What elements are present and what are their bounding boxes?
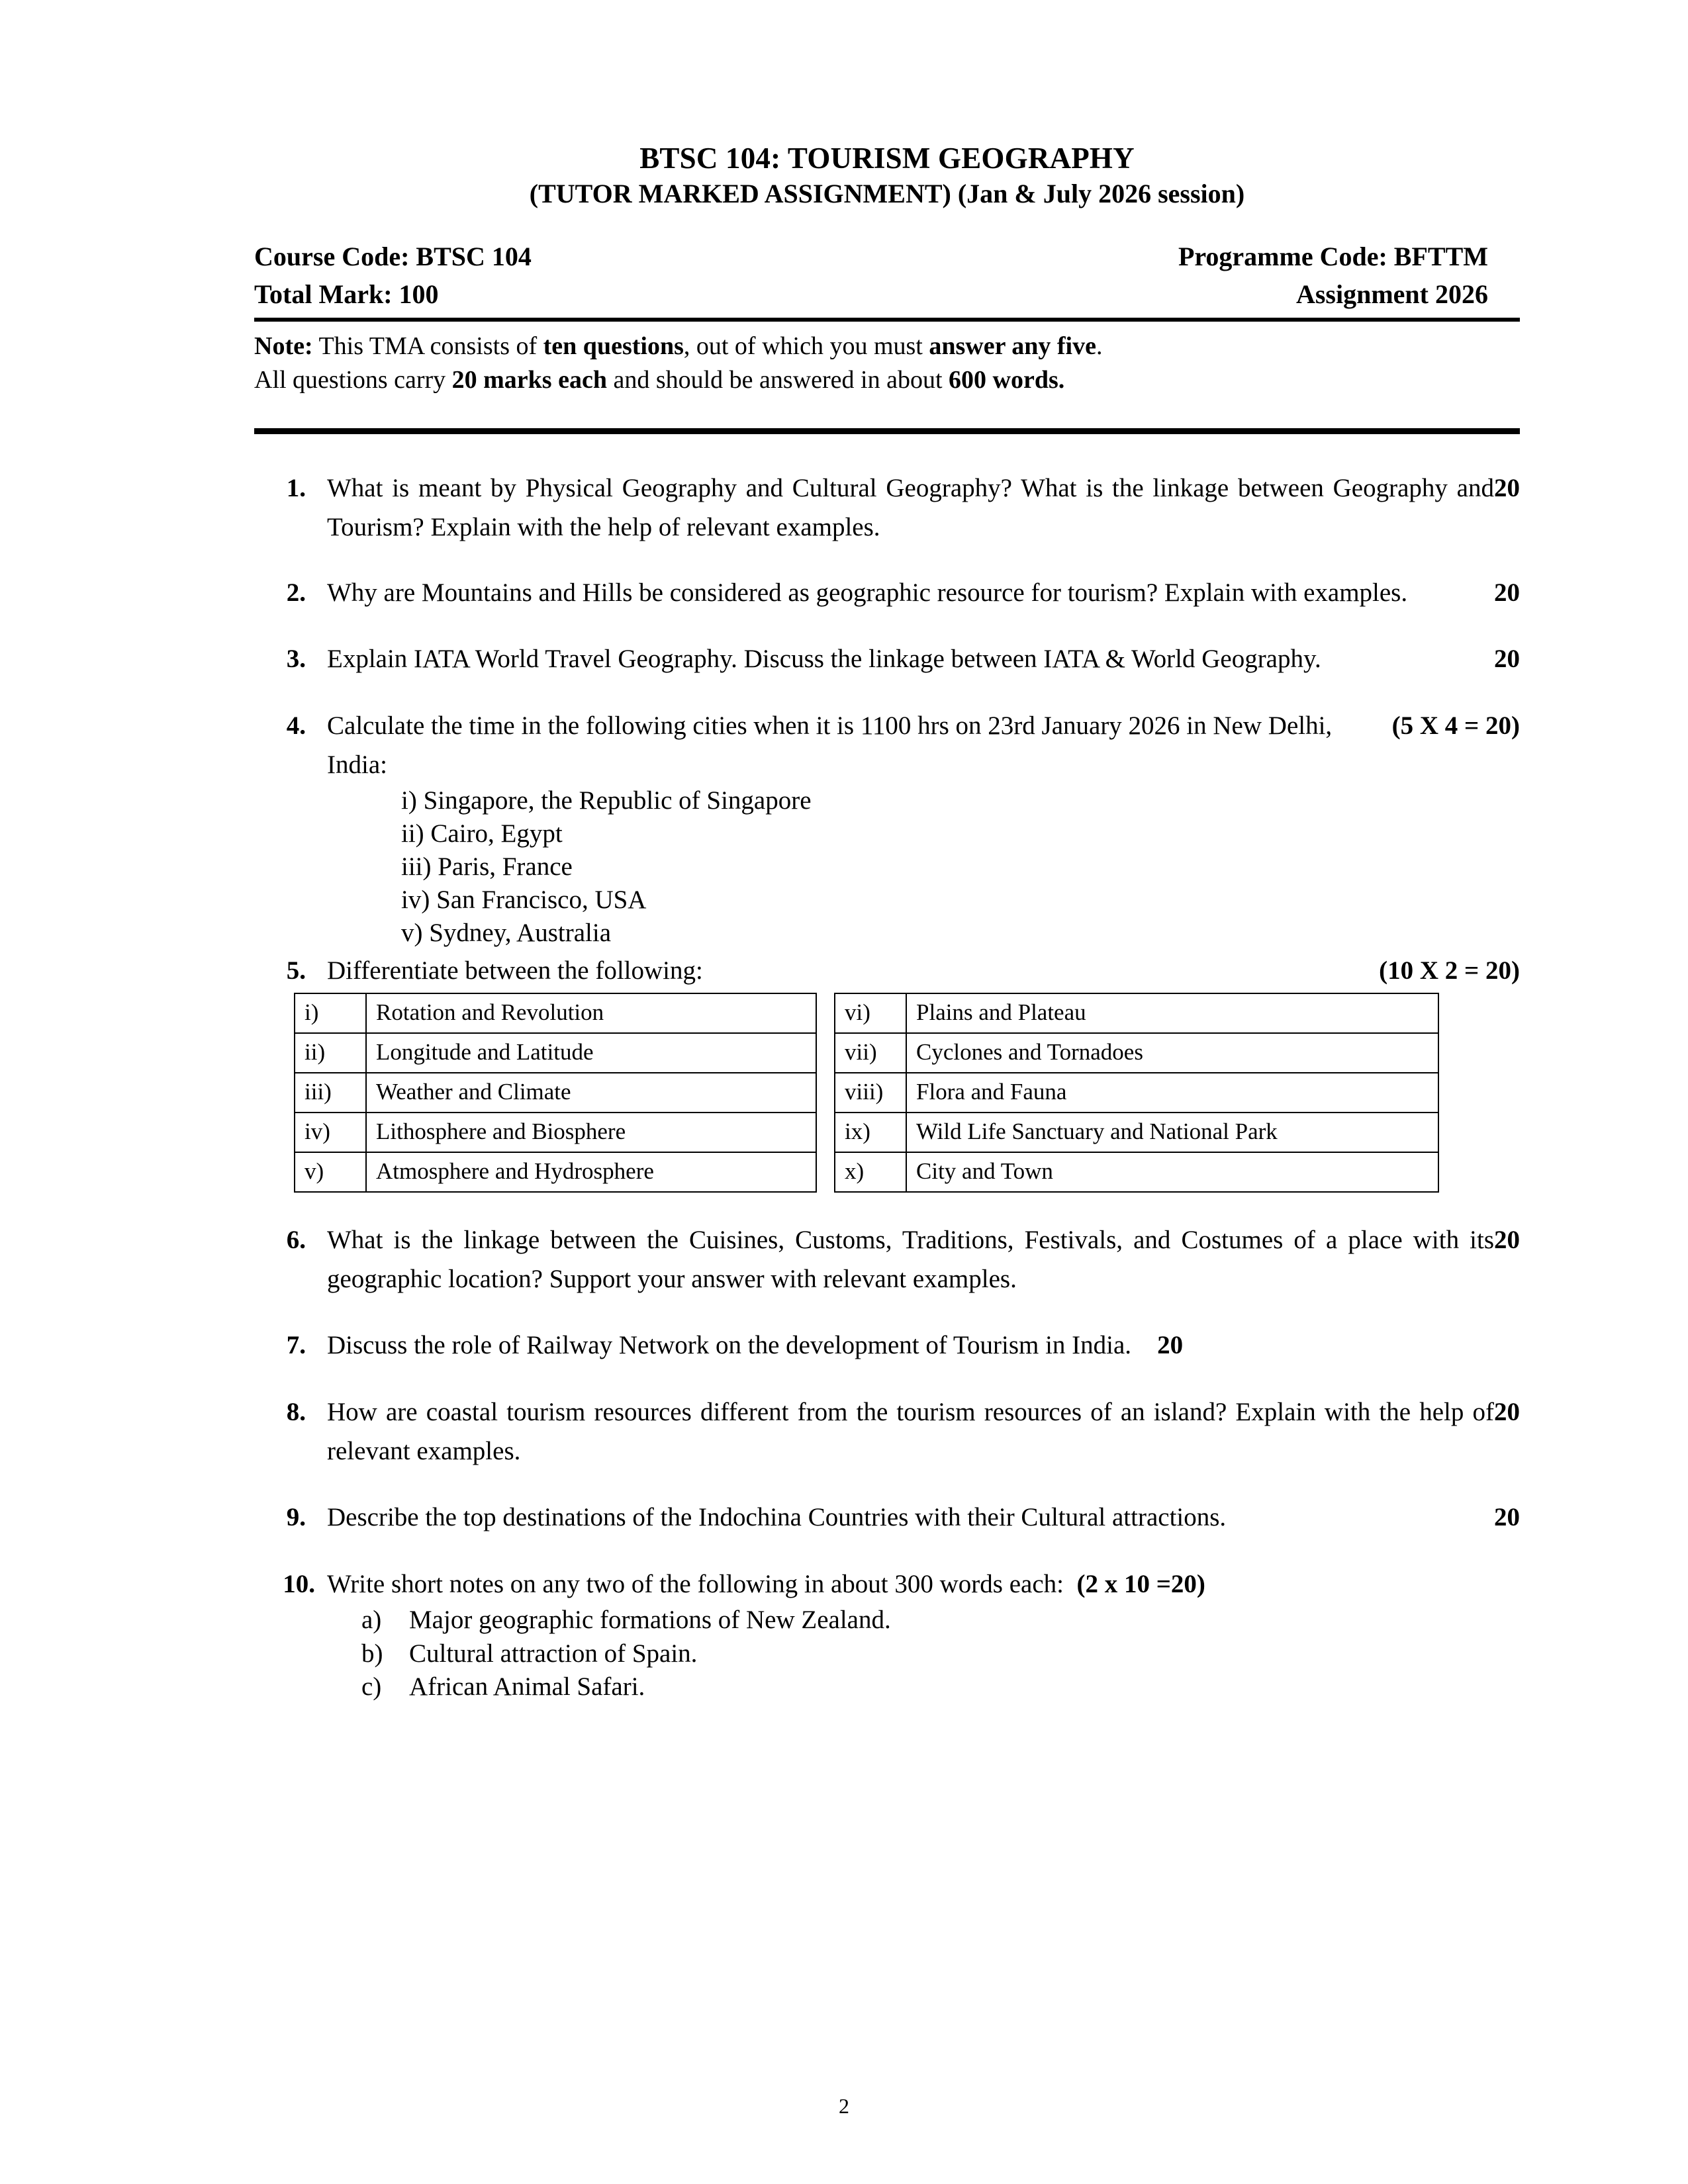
question-marks: 20 bbox=[1157, 1330, 1184, 1359]
list-item bbox=[361, 1637, 1520, 1671]
differentiate-table-right bbox=[834, 993, 1439, 1193]
note-line1-part1: This TMA consists of bbox=[312, 332, 543, 360]
row-pair: Cyclones and Tornadoes bbox=[906, 1033, 1438, 1073]
question-item bbox=[270, 706, 1520, 950]
row-number: x) bbox=[835, 1152, 906, 1192]
note-line1-bold1: ten questions bbox=[543, 332, 684, 360]
row-number: vii) bbox=[835, 1033, 906, 1073]
assignment-label: Assignment 2026 bbox=[1295, 279, 1488, 310]
question-number: 4. bbox=[286, 711, 306, 740]
row-pair: Wild Life Sanctuary and National Park bbox=[906, 1113, 1438, 1152]
note-line1-bold2: answer any five bbox=[929, 332, 1096, 360]
row-number: i) bbox=[295, 993, 366, 1033]
question-text: Explain IATA World Travel Geography. Discuss the linkage between IATA & World Geography. bbox=[327, 644, 1321, 673]
list-item bbox=[361, 1670, 1520, 1704]
meta-row-codes bbox=[254, 241, 1520, 273]
header-divider-bottom bbox=[254, 428, 1520, 434]
list-item bbox=[361, 1604, 1520, 1637]
question-text: Calculate the time in the following cities when it is 1100 hrs on 23rd January 2026 in New Delhi, India: bbox=[327, 711, 1333, 780]
row-number: v) bbox=[295, 1152, 366, 1192]
row-pair: Longitude and Latitude bbox=[366, 1033, 816, 1073]
question-marks: 20 bbox=[1494, 644, 1520, 673]
list-item: iv) San Francisco, USA bbox=[401, 886, 647, 915]
question-marks: 20 bbox=[1494, 1502, 1520, 1531]
question-item bbox=[270, 573, 1520, 612]
list-item-label: b) bbox=[361, 1639, 383, 1668]
question-body bbox=[327, 1565, 1520, 1704]
note-line1-part2: , out of which you must bbox=[683, 332, 929, 360]
table-row bbox=[295, 1033, 816, 1073]
question-marks: 20 bbox=[1494, 578, 1520, 608]
table-row bbox=[835, 1113, 1438, 1152]
question-marks: (10 X 2 = 20) bbox=[1379, 956, 1520, 985]
note-line-2 bbox=[254, 363, 1520, 397]
list-item-label: a) bbox=[361, 1606, 382, 1635]
list-item: ii) Cairo, Egypt bbox=[401, 819, 563, 848]
questions-list bbox=[254, 469, 1520, 1704]
table-row bbox=[295, 1073, 816, 1113]
question-marks: 20 bbox=[1494, 1226, 1520, 1255]
question-number: 7. bbox=[286, 1330, 306, 1359]
note-block bbox=[254, 330, 1520, 397]
question-number: 9. bbox=[286, 1502, 306, 1531]
question-text: What is meant by Physical Geography and Cultural Geography? What is the linkage between Geography and Tourism? Explain with the help of relevant examples. bbox=[327, 473, 1494, 542]
total-mark-label: Total Mark: 100 bbox=[254, 279, 439, 310]
table-row bbox=[835, 1033, 1438, 1073]
question-item bbox=[270, 1392, 1520, 1471]
question-text: Describe the top destinations of the Indochina Countries with their Cultural attractions. bbox=[327, 1502, 1227, 1531]
header-divider-top bbox=[254, 318, 1520, 322]
question-number: 10. bbox=[283, 1569, 315, 1598]
note-line2-bold2: 600 words. bbox=[949, 365, 1065, 394]
question-10-options bbox=[327, 1604, 1520, 1704]
question-marks: (5 X 4 = 20) bbox=[1391, 711, 1520, 740]
question-body bbox=[327, 706, 1520, 950]
question-body bbox=[327, 951, 1520, 990]
row-pair: Rotation and Revolution bbox=[366, 993, 816, 1033]
question-text: Differentiate between the following: bbox=[327, 956, 703, 985]
question-number: 2. bbox=[286, 578, 306, 608]
question-text bbox=[327, 1326, 1520, 1365]
meta-row-marks bbox=[254, 279, 1520, 311]
note-line1-part3: . bbox=[1096, 332, 1103, 360]
question-body bbox=[327, 1498, 1520, 1537]
row-pair: Atmosphere and Hydrosphere bbox=[366, 1152, 816, 1192]
row-pair: Plains and Plateau bbox=[906, 993, 1438, 1033]
question-body bbox=[327, 1392, 1520, 1471]
row-number: ix) bbox=[835, 1113, 906, 1152]
list-item-text: Major geographic formations of New Zealand. bbox=[409, 1606, 891, 1635]
list-item-text: African Animal Safari. bbox=[409, 1672, 645, 1702]
question-text: What is the linkage between the Cuisines, Customs, Traditions, Festivals, and Costumes of a place with its geographic location? Support your answer with relevant examples. bbox=[327, 1226, 1494, 1294]
question-text: Why are Mountains and Hills be considered as geographic resource for tourism? Explain with examples. bbox=[327, 578, 1408, 608]
question-text-inner: Discuss the role of Railway Network on the development of Tourism in India. bbox=[327, 1330, 1132, 1359]
question-item bbox=[270, 639, 1520, 678]
programme-code-label: Programme Code: BFTTM bbox=[1178, 242, 1488, 272]
question-body bbox=[327, 573, 1520, 612]
question-body bbox=[327, 1220, 1520, 1299]
page-number: 2 bbox=[839, 2094, 849, 2118]
table-row bbox=[295, 993, 816, 1033]
question-item bbox=[270, 1498, 1520, 1537]
question-marks: (2 x 10 =20) bbox=[1076, 1569, 1205, 1598]
question-number: 8. bbox=[286, 1397, 306, 1426]
question-item bbox=[270, 1220, 1520, 1299]
question-text-inner: Write short notes on any two of the following in about 300 words each: bbox=[327, 1569, 1064, 1598]
document-subtitle: (TUTOR MARKED ASSIGNMENT) (Jan & July 2026 session) bbox=[529, 179, 1245, 209]
list-item: i) Singapore, the Republic of Singapore bbox=[401, 786, 812, 815]
header-divider-bottom-wrap bbox=[254, 428, 1520, 434]
question-number: 6. bbox=[286, 1226, 306, 1255]
question-item bbox=[270, 1565, 1520, 1704]
question-item bbox=[270, 1326, 1520, 1365]
row-number: vi) bbox=[835, 993, 906, 1033]
course-meta-block bbox=[254, 241, 1520, 311]
note-line-1 bbox=[254, 330, 1520, 363]
table-row bbox=[295, 1152, 816, 1192]
question-text: How are coastal tourism resources different from the tourism resources of an island? Explain with the help of relevant examples. bbox=[327, 1397, 1494, 1466]
table-row bbox=[835, 1152, 1438, 1192]
question-4-city-list bbox=[327, 784, 1520, 950]
question-text bbox=[327, 1565, 1520, 1604]
page-content bbox=[254, 0, 1520, 1704]
document-title: BTSC 104: TOURISM GEOGRAPHY bbox=[639, 142, 1135, 175]
question-marks: 20 bbox=[1494, 1397, 1520, 1426]
question-item bbox=[270, 951, 1520, 990]
row-number: ii) bbox=[295, 1033, 366, 1073]
table-row bbox=[295, 1113, 816, 1152]
row-pair: City and Town bbox=[906, 1152, 1438, 1192]
note-line2-part1: All questions carry bbox=[254, 365, 452, 394]
row-pair: Flora and Fauna bbox=[906, 1073, 1438, 1113]
list-item: v) Sydney, Australia bbox=[401, 919, 612, 948]
list-item-label: c) bbox=[361, 1672, 382, 1702]
differentiate-tables bbox=[294, 993, 1520, 1193]
course-code-label: Course Code: BTSC 104 bbox=[254, 242, 532, 272]
row-pair: Lithosphere and Biosphere bbox=[366, 1113, 816, 1152]
question-number: 3. bbox=[286, 644, 306, 673]
table-row bbox=[835, 1073, 1438, 1113]
list-item-text: Cultural attraction of Spain. bbox=[409, 1639, 698, 1668]
row-number: iii) bbox=[295, 1073, 366, 1113]
question-body bbox=[327, 469, 1520, 547]
list-item: iii) Paris, France bbox=[401, 852, 573, 882]
row-pair: Weather and Climate bbox=[366, 1073, 816, 1113]
question-body bbox=[327, 1326, 1520, 1365]
note-line2-part2: and should be answered in about bbox=[606, 365, 949, 394]
question-body bbox=[327, 639, 1520, 678]
row-number: viii) bbox=[835, 1073, 906, 1113]
question-number: 1. bbox=[286, 473, 306, 502]
question-number: 5. bbox=[286, 956, 306, 985]
note-prefix: Note: bbox=[254, 332, 313, 360]
differentiate-table-left bbox=[294, 993, 817, 1193]
question-item bbox=[270, 469, 1520, 547]
note-line2-bold1: 20 marks each bbox=[451, 365, 607, 394]
question-marks: 20 bbox=[1494, 473, 1520, 502]
row-number: iv) bbox=[295, 1113, 366, 1152]
table-row bbox=[835, 993, 1438, 1033]
